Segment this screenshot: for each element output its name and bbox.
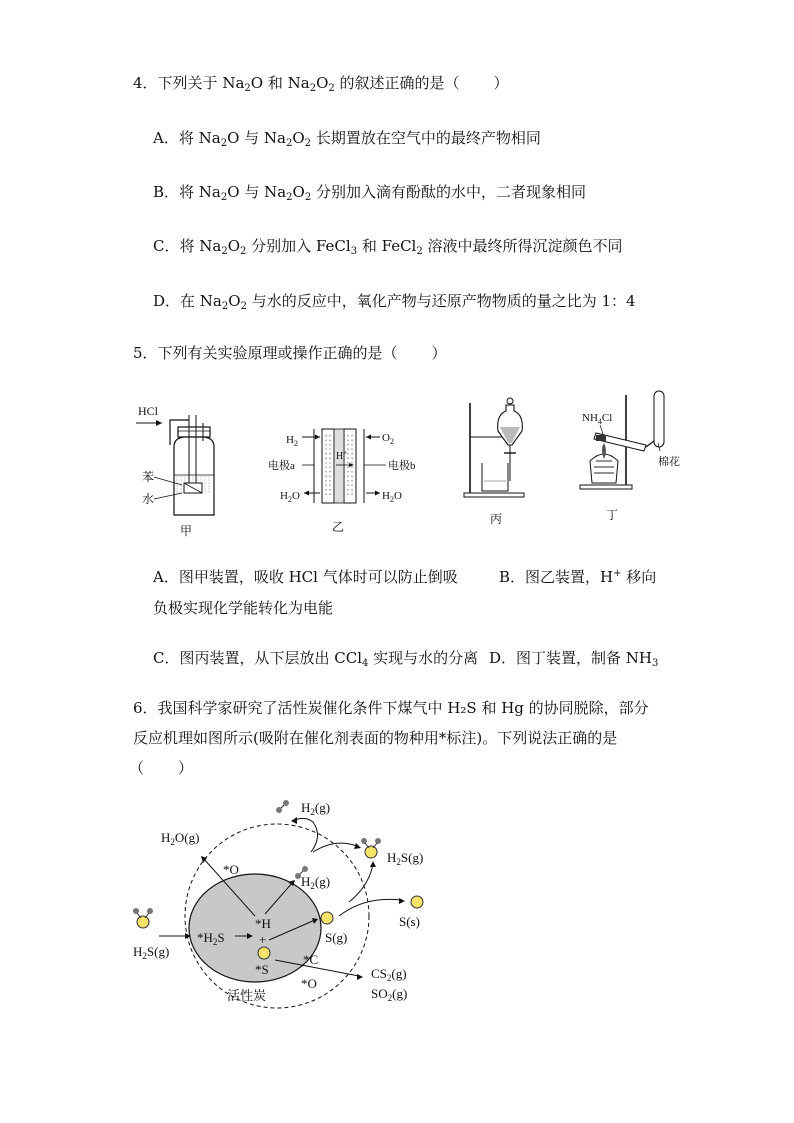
svg-text:水: 水 [142, 492, 155, 506]
svg-text:H2: $H_2$ [286, 434, 298, 448]
svg-text:苯: 苯 [142, 470, 155, 484]
svg-text:H2O: $H_2O$ [382, 490, 402, 504]
svg-text:*C: *C [303, 952, 319, 967]
svg-text:H2S(g): $H_2S(g)$ [133, 944, 170, 961]
svg-text:H2O: $H_2O$ [280, 490, 300, 504]
apparatus-jia [136, 404, 214, 538]
apparatus-yi [268, 429, 416, 534]
svg-text:H2(g): $H_2(g)$ [301, 800, 331, 817]
q4-option-c: C．将 $Na_2O_2$ 分别加入 FeCl$_3$ 和 FeCl$_2$ 溶液中最终所得沉淀颜色不同 [153, 237, 623, 257]
svg-text:H2O(g): $H_2O(g)$ [161, 830, 200, 847]
q6-mechanism-diagram [125, 790, 445, 1020]
svg-text:电极b: 电极b [388, 460, 416, 472]
svg-text:+: + [259, 932, 267, 947]
q5-option-c: C．图丙装置，从下层放出 CCl$_4$ 实现与水的分离 [153, 649, 479, 669]
q5-figures [130, 385, 700, 545]
q5-stem: 5．下列有关实验原理或操作正确的是（ ） [133, 344, 447, 362]
q5-option-b-line2: 负极实现化学能转化为电能 [153, 599, 334, 617]
q5-option-a: A．图甲装置，吸收 HCl 气体时可以防止倒吸 [153, 568, 458, 586]
svg-text:丁: 丁 [606, 508, 619, 522]
svg-text:*O: *O [223, 862, 239, 877]
q6-stem-line3: （ ） [129, 759, 194, 777]
svg-text:*O: *O [301, 976, 317, 991]
apparatus-bing [464, 398, 524, 526]
svg-text:H+: H+ [336, 449, 348, 462]
svg-text:*H2S: $*H_2S$ [197, 930, 225, 947]
svg-text:H2S(g): $H_2S(g)$ [387, 850, 424, 867]
q6-stem-line2: 反应机理如图所示(吸附在催化剂表面的物种用*标注)。下列说法正确的是 [133, 729, 618, 747]
apparatus-ding [580, 391, 680, 522]
q4-stem: 4．下列关于 $Na_2O$ 和 $Na_2O_2$ 的叙述正确的是（ ） [133, 74, 509, 94]
svg-text:*H: *H [255, 916, 271, 931]
svg-text:NH4Cl: $NH_4Cl$ [582, 412, 613, 426]
svg-text:电极a: 电极a [268, 460, 295, 472]
q5-option-b: B．图乙装置，H+ 移向 [499, 568, 657, 586]
svg-text:棉花: 棉花 [658, 456, 680, 468]
svg-text:乙: 乙 [332, 520, 345, 534]
q4-option-a: A．将 $Na_2O$ 与 $Na_2O_2$ 长期置放在空气中的最终产物相同 [153, 129, 541, 149]
q4-option-d: D．在 $Na_2O_2$ 与水的反应中，氧化产物与还原产物物质的量之比为 1：4 [153, 292, 636, 312]
svg-text:丙: 丙 [490, 512, 503, 526]
svg-text:*S: *S [255, 962, 269, 977]
svg-text:S(s): S(s) [399, 914, 420, 929]
svg-text:O2: $O_2$ [382, 432, 394, 446]
svg-text:H2(g): $H_2(g)$ [301, 874, 331, 891]
q6-stem-line1: 6．我国科学家研究了活性炭催化条件下煤气中 H₂S 和 Hg 的协同脱除，部分 [133, 699, 649, 717]
svg-text:甲: 甲 [180, 524, 193, 538]
q4-option-b: B．将 $Na_2O$ 与 $Na_2O_2$ 分别加入滴有酚酞的水中，二者现象相同 [153, 183, 587, 203]
svg-text:S(g): S(g) [325, 930, 348, 945]
carbon-label: 活性炭 [227, 988, 267, 1003]
svg-text:SO2(g): $SO_2(g)$ [371, 986, 408, 1003]
svg-text:CS2(g): $CS_2(g)$ [371, 966, 407, 983]
svg-text:HCl: HCl [138, 404, 159, 418]
q5-option-d: D．图丁装置，制备 $NH_3$ [489, 649, 659, 669]
